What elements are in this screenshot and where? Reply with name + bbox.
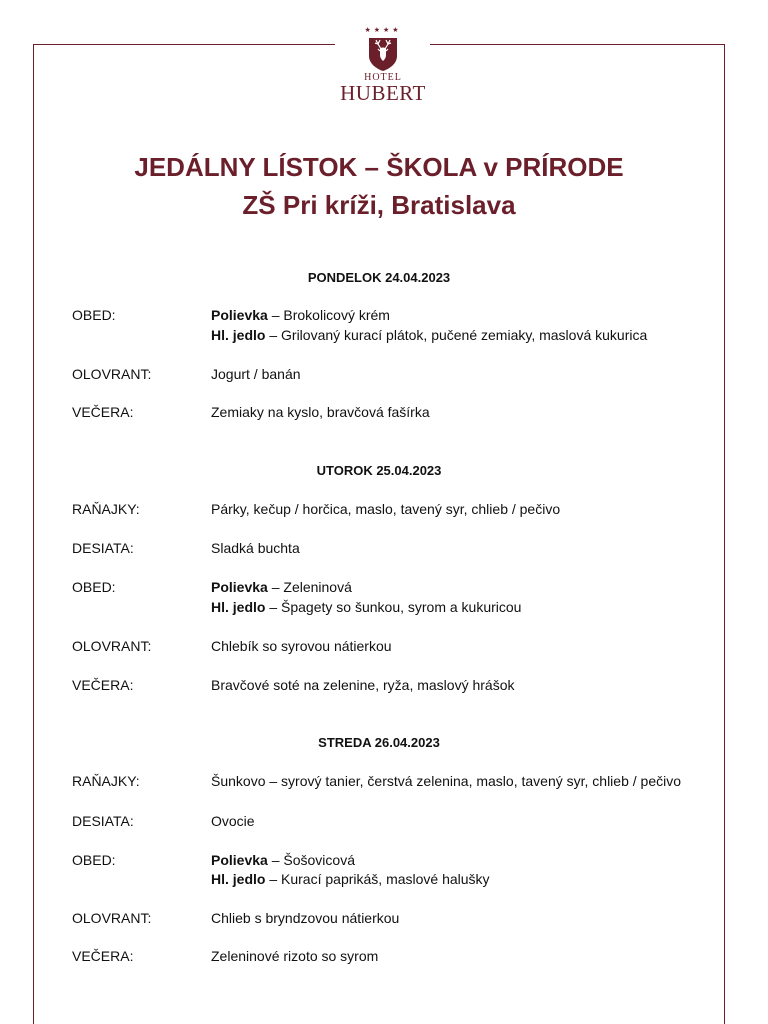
soup-text: – Šošovicová [267,852,355,868]
soup-label: Polievka [211,852,268,868]
meal-label-lunch: OBED: [72,579,116,595]
hotel-logo [335,26,431,112]
soup-label: Polievka [211,579,268,595]
meal-label-dinner: VEČERA: [72,404,134,420]
meal-label-breakfast: RAŇAJKY: [72,773,140,789]
soup-text: – Zeleninová [267,579,352,595]
meal-value-dinner: Bravčové soté na zelenine, ryža, maslový hrášok [211,677,515,693]
meal-value-dinner: Zemiaky na kyslo, bravčová fašírka [211,404,430,420]
soup-text: – Brokolicový krém [267,307,390,323]
logo-hotel-text: HOTEL [364,72,402,83]
main-label: Hl. jedlo [211,871,266,887]
frame-top-left-line [33,44,335,45]
meal-value-soup [211,850,355,870]
meal-label-morning-snack: DESIATA: [72,540,134,556]
main-label: Hl. jedlo [211,599,266,615]
meal-value-breakfast: Šunkovo – syrový tanier, čerstvá zelenina, maslo, tavený syr, chlieb / pečivo [211,773,682,789]
meal-label-dinner: VEČERA: [72,948,134,964]
meal-label-snack: OLOVRANT: [72,366,152,382]
main-text: – Kurací paprikáš, maslové halušky [265,871,490,887]
meal-value-soup [211,305,390,325]
page-subtitle: ZŠ Pri kríži, Bratislava [242,190,516,220]
day-heading-tuesday: UTOROK 25.04.2023 [316,463,442,478]
day-heading-monday: PONDELOK 24.04.2023 [307,270,451,285]
frame-right-line [724,44,725,1024]
meal-label-lunch: OBED: [72,307,116,323]
meal-label-lunch: OBED: [72,852,116,868]
meal-label-breakfast: RAŇAJKY: [72,501,140,517]
meal-value-dinner: Zeleninové rizoto so syrom [211,948,379,964]
main-label: Hl. jedlo [211,327,266,343]
meal-value-morning-snack: Ovocie [211,813,255,829]
deer-shield-icon [367,36,399,72]
meal-value-main [211,869,490,889]
meal-label-dinner: VEČERA: [72,677,134,693]
frame-top-right-line [430,44,725,45]
main-text: – Grilovaný kurací plátok, pučené zemiaky, maslová kukurica [265,327,648,343]
meal-value-snack: Jogurt / banán [211,366,301,382]
meal-label-snack: OLOVRANT: [72,638,152,654]
logo-hubert-text: HUBERT [340,81,426,105]
meal-label-snack: OLOVRANT: [72,910,152,926]
meal-label-morning-snack: DESIATA: [72,813,134,829]
logo-stars: ★★★★ [364,26,402,34]
meal-value-main [211,325,647,345]
day-heading-wednesday: STREDA 26.04.2023 [318,735,440,750]
meal-value-soup [211,577,352,597]
meal-value-snack: Chlieb s bryndzovou nátierkou [211,910,400,926]
meal-value-breakfast: Párky, kečup / horčica, maslo, tavený syr, chlieb / pečivo [211,501,561,517]
soup-label: Polievka [211,307,268,323]
meal-value-main [211,597,521,617]
meal-value-morning-snack: Sladká buchta [211,540,300,556]
page-title: JEDÁLNY LÍSTOK – ŠKOLA v PRÍRODE [134,152,624,182]
meal-value-snack: Chlebík so syrovou nátierkou [211,638,392,654]
main-text: – Špagety so šunkou, syrom a kukuricou [265,599,522,615]
